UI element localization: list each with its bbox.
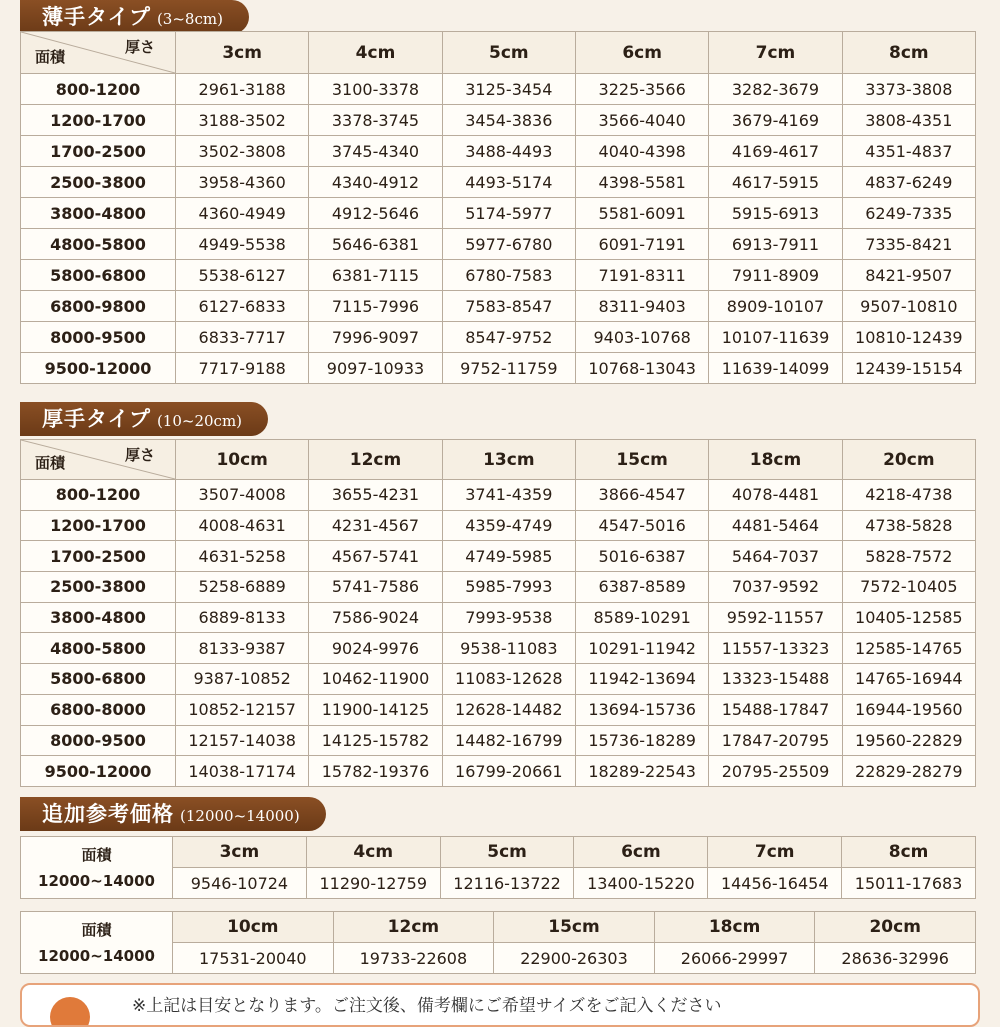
price-cell: 28636-32996 — [815, 943, 976, 974]
row-area-label: 3800-4800 — [21, 602, 176, 633]
column-header: 15cm — [575, 440, 708, 480]
price-cell: 12157-14038 — [176, 725, 309, 756]
price-cell: 7191-8311 — [575, 260, 708, 291]
price-cell: 11942-13694 — [575, 664, 708, 695]
additional-table-thin — [20, 836, 976, 899]
note-text: ※上記は目安となります。ご注文後、備考欄にご希望サイズをご記入ください — [132, 996, 722, 1016]
row-area-label: 800-1200 — [21, 74, 176, 105]
column-header: 18cm — [654, 912, 815, 943]
price-cell: 3808-4351 — [842, 105, 975, 136]
price-cell: 4837-6249 — [842, 167, 975, 198]
price-cell: 7911-8909 — [709, 260, 842, 291]
price-cell: 19733-22608 — [333, 943, 494, 974]
column-header: 20cm — [842, 440, 975, 480]
price-cell: 11639-14099 — [709, 353, 842, 384]
table-row — [21, 756, 976, 787]
price-cell: 9546-10724 — [173, 868, 307, 899]
price-cell: 8909-10107 — [709, 291, 842, 322]
price-cell: 15736-18289 — [575, 725, 708, 756]
thick-section-title — [20, 402, 268, 436]
additional-subtitle: (12000~14000) — [180, 807, 300, 825]
column-header: 7cm — [708, 837, 842, 868]
table-row — [21, 74, 976, 105]
thickness-label: 厚さ — [124, 446, 155, 464]
price-cell: 3502-3808 — [176, 136, 309, 167]
column-header: 20cm — [815, 912, 976, 943]
price-cell: 5646-6381 — [309, 229, 442, 260]
table-row — [21, 602, 976, 633]
price-cell: 4351-4837 — [842, 136, 975, 167]
price-cell: 14125-15782 — [309, 725, 442, 756]
price-cell: 5915-6913 — [709, 198, 842, 229]
price-cell: 5464-7037 — [709, 541, 842, 572]
price-cell: 6127-6833 — [176, 291, 309, 322]
row-area-label: 8000-9500 — [21, 322, 176, 353]
price-cell: 3100-3378 — [309, 74, 442, 105]
table-row — [21, 105, 976, 136]
table-row — [21, 353, 976, 384]
table-row — [21, 633, 976, 664]
price-cell: 12628-14482 — [442, 694, 575, 725]
price-cell: 26066-29997 — [654, 943, 815, 974]
price-cell: 11083-12628 — [442, 664, 575, 695]
price-cell: 5977-6780 — [442, 229, 575, 260]
price-cell: 7115-7996 — [309, 291, 442, 322]
area-label: 面積 — [35, 454, 66, 472]
column-header: 3cm — [176, 32, 309, 74]
column-header: 8cm — [842, 32, 975, 74]
price-cell: 17847-20795 — [709, 725, 842, 756]
additional-title-text: 追加参考価格 — [42, 802, 174, 826]
row-area-label: 2500-3800 — [21, 572, 176, 603]
price-cell: 15011-17683 — [842, 868, 976, 899]
row-area-label: 800-1200 — [21, 480, 176, 511]
row-area-label: 9500-12000 — [21, 353, 176, 384]
table-row — [21, 480, 976, 511]
table-corner-cell — [21, 32, 176, 74]
thickness-label: 厚さ — [124, 38, 155, 56]
price-cell: 3282-3679 — [709, 74, 842, 105]
price-cell: 15488-17847 — [709, 694, 842, 725]
thin-subtitle: (3~8cm) — [156, 10, 223, 28]
row-area-label: 1200-1700 — [21, 510, 176, 541]
table-row — [21, 694, 976, 725]
price-cell: 6780-7583 — [442, 260, 575, 291]
price-cell: 5258-6889 — [176, 572, 309, 603]
price-cell: 14765-16944 — [842, 664, 975, 695]
price-cell: 5016-6387 — [575, 541, 708, 572]
price-cell: 22900-26303 — [494, 943, 655, 974]
price-cell: 10768-13043 — [575, 353, 708, 384]
price-cell: 3454-3836 — [442, 105, 575, 136]
column-header: 12cm — [309, 440, 442, 480]
price-cell: 5828-7572 — [842, 541, 975, 572]
price-cell: 13694-15736 — [575, 694, 708, 725]
price-cell: 9097-10933 — [309, 353, 442, 384]
price-cell: 10107-11639 — [709, 322, 842, 353]
price-cell: 3958-4360 — [176, 167, 309, 198]
price-cell: 4040-4398 — [575, 136, 708, 167]
price-cell: 12116-13722 — [440, 868, 574, 899]
price-cell: 3566-4040 — [575, 105, 708, 136]
price-cell: 4218-4738 — [842, 480, 975, 511]
row-area-label: 4800-5800 — [21, 633, 176, 664]
price-cell: 10462-11900 — [309, 664, 442, 695]
table-row — [21, 260, 976, 291]
price-cell: 3741-4359 — [442, 480, 575, 511]
row-area-label: 2500-3800 — [21, 167, 176, 198]
price-cell: 7586-9024 — [309, 602, 442, 633]
thick-price-table — [20, 439, 976, 787]
price-cell: 8547-9752 — [442, 322, 575, 353]
price-cell: 9387-10852 — [176, 664, 309, 695]
price-cell: 13323-15488 — [709, 664, 842, 695]
additional-table-thick — [20, 911, 976, 974]
row-area-label: 3800-4800 — [21, 198, 176, 229]
row-area-label: 1700-2500 — [21, 541, 176, 572]
note-bullet-icon — [50, 997, 90, 1027]
price-cell: 14456-16454 — [708, 868, 842, 899]
price-cell: 10291-11942 — [575, 633, 708, 664]
price-cell: 4359-4749 — [442, 510, 575, 541]
price-cell: 4360-4949 — [176, 198, 309, 229]
price-cell: 4749-5985 — [442, 541, 575, 572]
additional-area-cell — [21, 912, 173, 974]
thin-section-title — [20, 0, 249, 34]
price-cell: 3378-3745 — [309, 105, 442, 136]
row-area-label: 8000-9500 — [21, 725, 176, 756]
price-cell: 4912-5646 — [309, 198, 442, 229]
price-cell: 20795-25509 — [709, 756, 842, 787]
price-cell: 3507-4008 — [176, 480, 309, 511]
area-value: 12000~14000 — [38, 946, 155, 965]
price-cell: 12439-15154 — [842, 353, 975, 384]
price-cell: 4340-4912 — [309, 167, 442, 198]
price-cell: 4481-5464 — [709, 510, 842, 541]
price-cell: 10852-12157 — [176, 694, 309, 725]
thin-price-table — [20, 31, 976, 384]
column-header: 10cm — [173, 912, 334, 943]
price-cell: 4631-5258 — [176, 541, 309, 572]
thick-title-text: 厚手タイプ — [42, 407, 151, 431]
price-cell: 9592-11557 — [709, 602, 842, 633]
price-cell: 9403-10768 — [575, 322, 708, 353]
price-cell: 9538-11083 — [442, 633, 575, 664]
column-header: 3cm — [173, 837, 307, 868]
column-header: 6cm — [574, 837, 708, 868]
table-corner-cell — [21, 440, 176, 480]
price-cell: 7335-8421 — [842, 229, 975, 260]
price-cell: 4078-4481 — [709, 480, 842, 511]
price-cell: 4547-5016 — [575, 510, 708, 541]
column-header: 5cm — [440, 837, 574, 868]
price-cell: 4949-5538 — [176, 229, 309, 260]
table-row — [21, 664, 976, 695]
table-row — [21, 229, 976, 260]
price-cell: 3866-4547 — [575, 480, 708, 511]
price-cell: 2961-3188 — [176, 74, 309, 105]
price-cell: 4398-5581 — [575, 167, 708, 198]
price-cell: 3225-3566 — [575, 74, 708, 105]
table-row — [21, 136, 976, 167]
note-box — [20, 983, 980, 1027]
price-cell: 4493-5174 — [442, 167, 575, 198]
price-cell: 14482-16799 — [442, 725, 575, 756]
price-cell: 8421-9507 — [842, 260, 975, 291]
price-cell: 7583-8547 — [442, 291, 575, 322]
price-cell: 22829-28279 — [842, 756, 975, 787]
price-cell: 3488-4493 — [442, 136, 575, 167]
price-cell: 3188-3502 — [176, 105, 309, 136]
price-cell: 4738-5828 — [842, 510, 975, 541]
price-cell: 4567-5741 — [309, 541, 442, 572]
price-cell: 9024-9976 — [309, 633, 442, 664]
price-cell: 6249-7335 — [842, 198, 975, 229]
column-header: 15cm — [494, 912, 655, 943]
row-area-label: 6800-8000 — [21, 694, 176, 725]
price-cell: 5741-7586 — [309, 572, 442, 603]
price-cell: 4008-4631 — [176, 510, 309, 541]
table-row — [21, 322, 976, 353]
column-header: 6cm — [575, 32, 708, 74]
price-cell: 14038-17174 — [176, 756, 309, 787]
price-cell: 5538-6127 — [176, 260, 309, 291]
price-cell: 18289-22543 — [575, 756, 708, 787]
price-cell: 6387-8589 — [575, 572, 708, 603]
thick-subtitle: (10~20cm) — [156, 412, 243, 430]
table-row — [21, 198, 976, 229]
price-cell: 7993-9538 — [442, 602, 575, 633]
price-cell: 3125-3454 — [442, 74, 575, 105]
price-cell: 3373-3808 — [842, 74, 975, 105]
price-cell: 3745-4340 — [309, 136, 442, 167]
column-header: 5cm — [442, 32, 575, 74]
price-cell: 7996-9097 — [309, 322, 442, 353]
row-area-label: 6800-9800 — [21, 291, 176, 322]
price-cell: 9752-11759 — [442, 353, 575, 384]
table-row — [21, 291, 976, 322]
column-header: 7cm — [709, 32, 842, 74]
price-cell: 7572-10405 — [842, 572, 975, 603]
price-cell: 11900-14125 — [309, 694, 442, 725]
column-header: 4cm — [309, 32, 442, 74]
additional-section-title — [20, 797, 326, 831]
price-cell: 8311-9403 — [575, 291, 708, 322]
table-row — [21, 572, 976, 603]
price-cell: 13400-15220 — [574, 868, 708, 899]
price-cell: 17531-20040 — [173, 943, 334, 974]
price-cell: 6833-7717 — [176, 322, 309, 353]
price-cell: 5581-6091 — [575, 198, 708, 229]
price-cell: 11290-12759 — [306, 868, 440, 899]
area-label: 面積 — [35, 48, 66, 66]
column-header: 4cm — [306, 837, 440, 868]
price-cell: 16799-20661 — [442, 756, 575, 787]
price-cell: 12585-14765 — [842, 633, 975, 664]
price-cell: 6889-8133 — [176, 602, 309, 633]
price-cell: 8133-9387 — [176, 633, 309, 664]
price-cell: 5985-7993 — [442, 572, 575, 603]
row-area-label: 1200-1700 — [21, 105, 176, 136]
column-header: 13cm — [442, 440, 575, 480]
price-cell: 6913-7911 — [709, 229, 842, 260]
row-area-label: 1700-2500 — [21, 136, 176, 167]
price-cell: 9507-10810 — [842, 291, 975, 322]
price-cell: 6381-7115 — [309, 260, 442, 291]
table-row — [21, 541, 976, 572]
column-header: 8cm — [842, 837, 976, 868]
price-cell: 6091-7191 — [575, 229, 708, 260]
table-row — [21, 167, 976, 198]
price-cell: 4617-5915 — [709, 167, 842, 198]
row-area-label: 5800-6800 — [21, 664, 176, 695]
price-cell: 11557-13323 — [709, 633, 842, 664]
table-row — [21, 725, 976, 756]
price-cell: 19560-22829 — [842, 725, 975, 756]
price-cell: 4231-4567 — [309, 510, 442, 541]
price-cell: 15782-19376 — [309, 756, 442, 787]
price-cell: 10405-12585 — [842, 602, 975, 633]
row-area-label: 9500-12000 — [21, 756, 176, 787]
price-cell: 4169-4617 — [709, 136, 842, 167]
area-value: 12000~14000 — [38, 871, 155, 890]
area-label: 面積 — [81, 845, 112, 864]
thin-title-text: 薄手タイプ — [42, 5, 151, 29]
price-cell: 5174-5977 — [442, 198, 575, 229]
price-cell: 16944-19560 — [842, 694, 975, 725]
column-header: 18cm — [709, 440, 842, 480]
area-label: 面積 — [81, 920, 112, 939]
column-header: 10cm — [176, 440, 309, 480]
row-area-label: 5800-6800 — [21, 260, 176, 291]
table-row — [21, 510, 976, 541]
row-area-label: 4800-5800 — [21, 229, 176, 260]
price-cell: 8589-10291 — [575, 602, 708, 633]
price-cell: 7037-9592 — [709, 572, 842, 603]
price-cell: 3679-4169 — [709, 105, 842, 136]
additional-area-cell — [21, 837, 173, 899]
price-cell: 3655-4231 — [309, 480, 442, 511]
price-cell: 10810-12439 — [842, 322, 975, 353]
price-cell: 7717-9188 — [176, 353, 309, 384]
column-header: 12cm — [333, 912, 494, 943]
